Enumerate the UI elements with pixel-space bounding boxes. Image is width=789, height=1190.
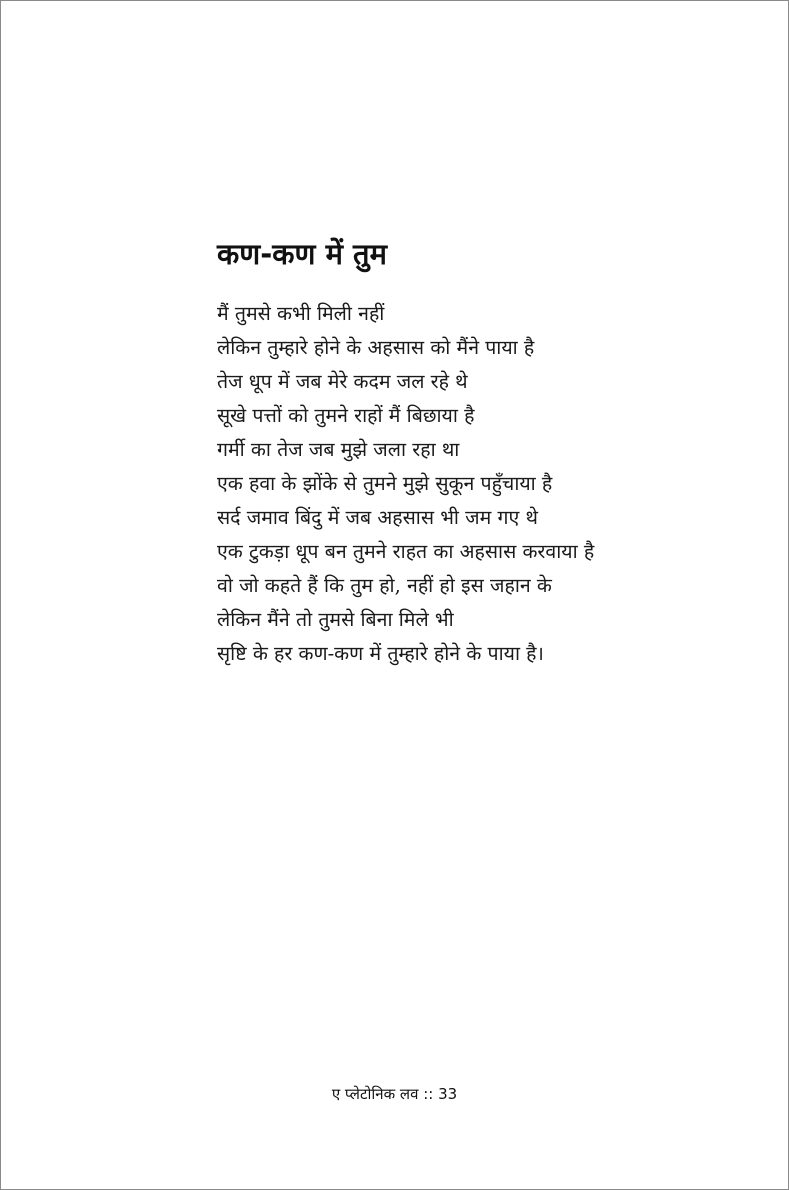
poem-body xyxy=(217,297,757,671)
poem-line: तेज धूप में जब मेरे कदम जल रहे थे xyxy=(217,370,468,393)
poem-title: कण-कण में तुम xyxy=(217,237,387,271)
poem-line: एक टुकड़ा धूप बन तुमने राहत का अहसास करवाया है xyxy=(217,540,595,563)
poem-line: गर्मी का तेज जब मुझे जला रहा था xyxy=(217,438,460,461)
poem-line: एक हवा के झोंके से तुमने मुझे सुकून पहुँचाया है xyxy=(217,472,553,495)
page-footer: ए प्लेटोनिक लव :: 33 xyxy=(331,1085,458,1103)
poem-line: मैं तुमसे कभी मिली नहीं xyxy=(217,302,385,325)
poem-line: सर्द जमाव बिंदु में जब अहसास भी जम गए थे xyxy=(217,506,538,529)
poem-line: लेकिन मैंने तो तुमसे बिना मिले भी xyxy=(217,608,454,631)
poem-line: वो जो कहते हैं कि तुम हो, नहीं हो इस जहान के xyxy=(217,574,552,597)
poem-line: लेकिन तुम्हारे होने के अहसास को मैंने पाया है xyxy=(217,336,535,359)
poem-line: सूखे पत्तों को तुमने राहों मैं बिछाया है xyxy=(217,404,475,427)
poem-line: सृष्टि के हर कण-कण में तुम्हारे होने के पाया है। xyxy=(217,642,544,665)
